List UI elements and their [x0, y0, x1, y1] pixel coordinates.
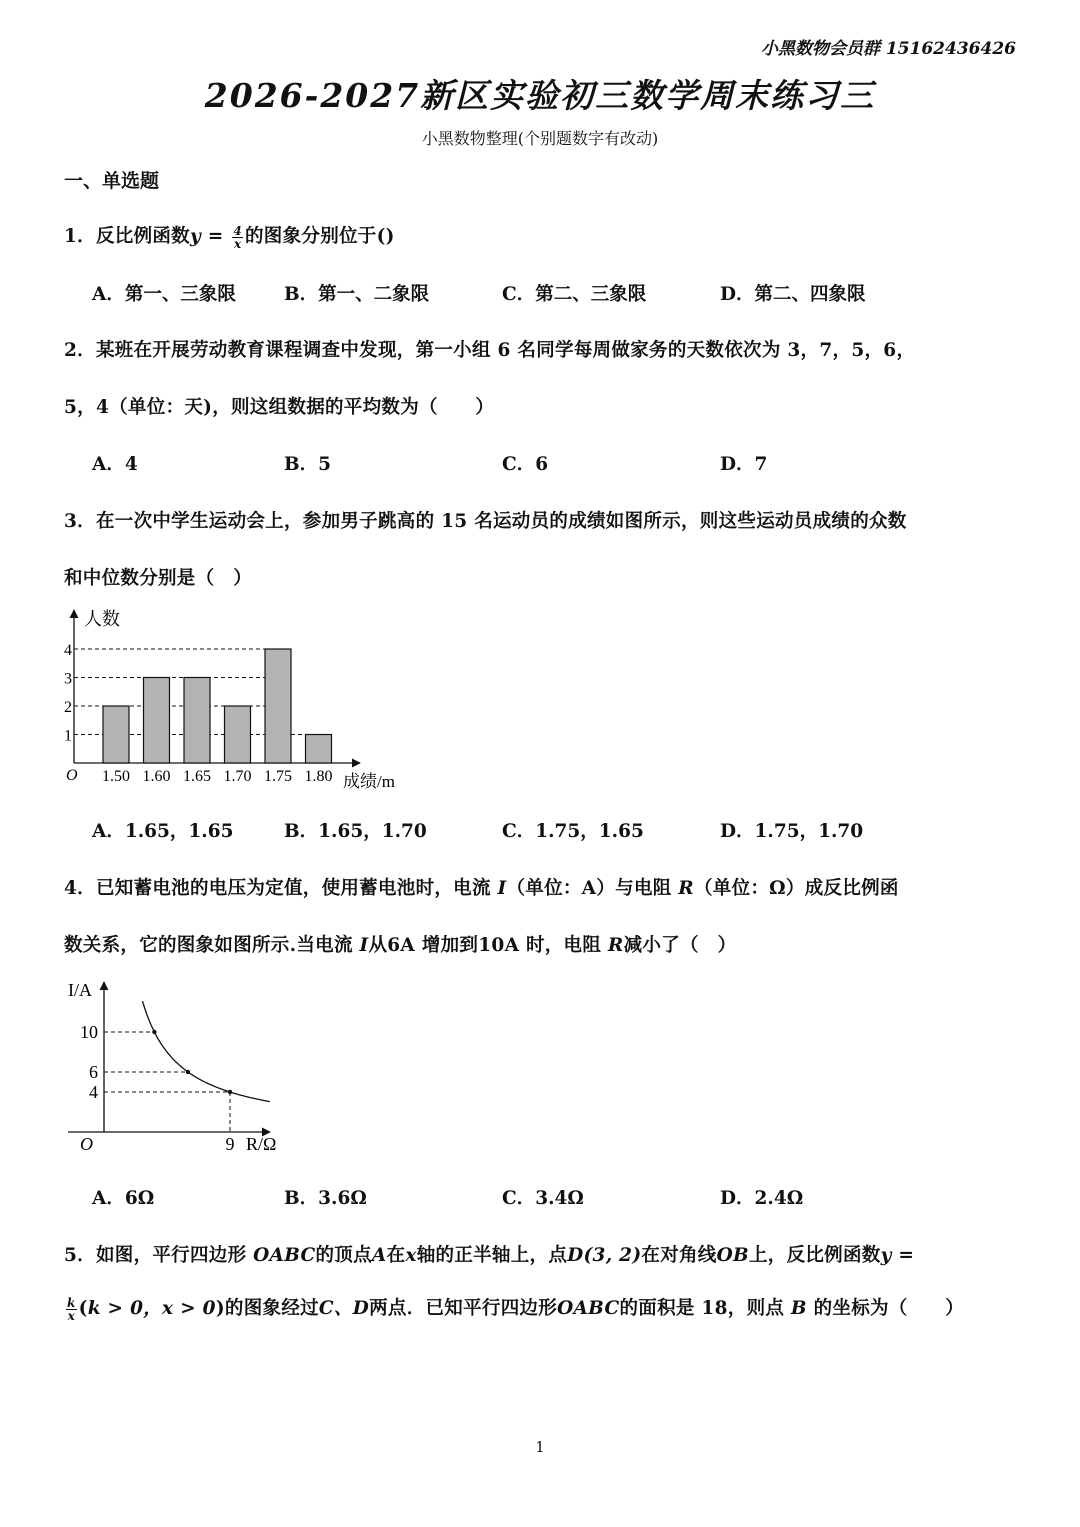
bar-chart-x-tick: 1.60	[142, 768, 171, 785]
q3-option-b[interactable]: B．1.65，1.70	[284, 821, 427, 842]
q4-option-c[interactable]: C．3.4Ω	[502, 1188, 584, 1209]
q1-y: y	[189, 226, 202, 247]
q3-option-c[interactable]: C．1.75，1.65	[502, 821, 644, 842]
bar-chart-bar	[225, 706, 251, 763]
q5-line1-b: 的顶点	[315, 1245, 372, 1266]
q5-line1-d: 轴的正半轴上，点	[416, 1245, 568, 1266]
page-subtitle: 小黑数物整理(个别题数字有改动)	[421, 129, 659, 148]
q5-line1-x: x	[405, 1245, 417, 1266]
q4-line2-b: 从6A 增加到10A 时，电阻	[368, 935, 608, 956]
question-5-line-2	[64, 1294, 964, 1322]
question-2-line-2: 5，4（单位：天)，则这组数据的平均数为（ ）	[64, 397, 495, 418]
curve-chart-y-tick: 10	[80, 1022, 98, 1042]
q1-option-d[interactable]: D．第二、四象限	[720, 284, 866, 305]
question-2-line-1: 2．某班在开展劳动教育课程调查中发现，第一小组 6 名同学每周做家务的天数依次为 3，7，5，6，	[64, 340, 916, 361]
bar-chart-y-tick: 4	[64, 642, 72, 659]
curve-chart-curve	[143, 1001, 270, 1102]
q4-line1-c: （单位：Ω）成反比例函	[693, 878, 899, 899]
q5-line2-B: B	[790, 1298, 807, 1319]
curve-chart-origin: O	[80, 1134, 93, 1154]
q4-line1-a: 4．已知蓄电池的电压为定值，使用蓄电池时，电流	[64, 878, 498, 899]
q4-line2-R: R	[607, 935, 624, 956]
q1-fraction	[232, 225, 243, 250]
q5-frac-den: x	[67, 1308, 76, 1323]
q5-line2-d: 的面积是 18，则点	[619, 1298, 791, 1319]
q1-option-a[interactable]: A．第一、三象限	[92, 284, 236, 305]
curve-chart-y-tick: 4	[89, 1082, 98, 1102]
q5-line2-e: 的坐标为（ ）	[806, 1298, 965, 1319]
q5-line1-g: =	[891, 1245, 915, 1266]
question-3-line-1: 3．在一次中学生运动会上，参加男子跳高的 15 名运动员的成绩如图所示，则这些运动员成绩的众数	[64, 511, 907, 532]
q5-frac-num: k	[67, 1295, 76, 1310]
q4-line2-c: 减小了（ ）	[623, 935, 737, 956]
bar-chart-y-tick: 3	[64, 670, 72, 688]
q4-line1-I: I	[497, 878, 507, 899]
q5-line1-e: 在对角线	[641, 1245, 717, 1266]
q4-line2-I: I	[359, 935, 369, 956]
curve-chart-point	[186, 1070, 190, 1074]
bar-chart-x-tick: 1.50	[102, 768, 130, 785]
page-number: 1	[535, 1438, 545, 1456]
q4-option-b[interactable]: B．3.6Ω	[284, 1188, 367, 1209]
bar-chart	[60, 604, 420, 800]
bar-chart-x-tick: 1.65	[183, 768, 211, 785]
q5-line1-a: 5．如图，平行四边形	[64, 1245, 254, 1266]
q2-option-d[interactable]: D．7	[720, 454, 768, 475]
q4-option-d[interactable]: D．2.4Ω	[720, 1188, 804, 1209]
q1-frac-den: x	[233, 236, 242, 251]
q5-line1-f: 上，反比例函数	[748, 1245, 881, 1266]
bar-chart-y-tick: 1	[64, 727, 72, 745]
q5-line2-cond: k > 0，x > 0	[87, 1298, 216, 1319]
q2-option-a[interactable]: A．4	[92, 454, 138, 475]
q5-line2-oabc: OABC	[557, 1298, 620, 1319]
bar-chart-bar	[103, 706, 129, 763]
q1-suffix: 的图象分别位于()	[245, 226, 395, 247]
q2-option-b[interactable]: B．5	[284, 454, 332, 475]
q5-line2-b: )的图象经过	[215, 1298, 319, 1319]
q1-option-b[interactable]: B．第一、二象限	[284, 284, 430, 305]
q5-line2-c: 两点．已知平行四边形	[369, 1298, 558, 1319]
bar-chart-bar	[265, 649, 291, 763]
bar-chart-bar	[306, 735, 332, 764]
curve-chart-x-tick: 9	[225, 1134, 235, 1154]
curve-chart-y-tick: 6	[89, 1062, 98, 1082]
question-4-line-2	[64, 931, 736, 957]
bar-chart-x-label: 成绩/m	[343, 772, 395, 791]
curve-chart-point	[152, 1030, 156, 1034]
q2-option-c[interactable]: C．6	[502, 454, 549, 475]
q5-line1-D: D(3, 2)	[567, 1245, 642, 1266]
curve-chart	[60, 972, 300, 1162]
bar-chart-y-tick: 2	[64, 699, 72, 716]
q5-line1-c: 在	[386, 1245, 406, 1266]
q1-prefix: 1．反比例函数	[64, 226, 190, 247]
bar-chart-x-tick: 1.75	[264, 768, 292, 785]
q3-option-a[interactable]: A．1.65，1.65	[92, 821, 234, 842]
question-3-line-2: 和中位数分别是（ ）	[64, 568, 253, 589]
bar-chart-origin: O	[66, 767, 78, 784]
q5-fraction	[66, 1297, 77, 1322]
bar-chart-y-label: 人数	[84, 609, 120, 629]
q5-line1-oabc: OABC	[253, 1245, 316, 1266]
bar-chart-x-tick: 1.80	[304, 768, 333, 785]
q4-line2-a: 数关系，它的图象如图所示.当电流	[64, 935, 360, 956]
q1-eq: =	[201, 226, 231, 247]
q1-option-c[interactable]: C．第二、三象限	[502, 284, 647, 305]
q4-line1-R: R	[678, 878, 694, 899]
curve-chart-x-label: R/Ω	[246, 1134, 277, 1154]
q5-line2-a: (	[78, 1298, 88, 1319]
header-contact: 小黑数物会员群 15162436426	[760, 39, 1016, 59]
question-4-line-1	[64, 874, 899, 900]
curve-chart-y-label: I/A	[68, 980, 92, 1000]
q5-line1-OB: OB	[716, 1245, 749, 1266]
q5-line1-A: A	[371, 1245, 387, 1266]
section-heading: 一、单选题	[64, 170, 160, 192]
q4-line1-b: （单位：A）与电阻	[506, 878, 679, 899]
q5-line2-CD: C、D	[318, 1298, 370, 1319]
bar-chart-bar	[144, 678, 170, 764]
bar-chart-bar	[184, 678, 210, 764]
q1-frac-num: 4	[233, 223, 242, 238]
page-title: 2026-2027新区实验初三数学周末练习三	[204, 76, 876, 115]
question-5-line-1	[64, 1241, 914, 1267]
q5-line1-y: y	[880, 1245, 892, 1266]
q4-option-a[interactable]: A．6Ω	[92, 1188, 155, 1209]
question-1	[64, 222, 395, 250]
q3-option-d[interactable]: D．1.75，1.70	[720, 821, 864, 842]
bar-chart-x-tick: 1.70	[223, 768, 252, 785]
